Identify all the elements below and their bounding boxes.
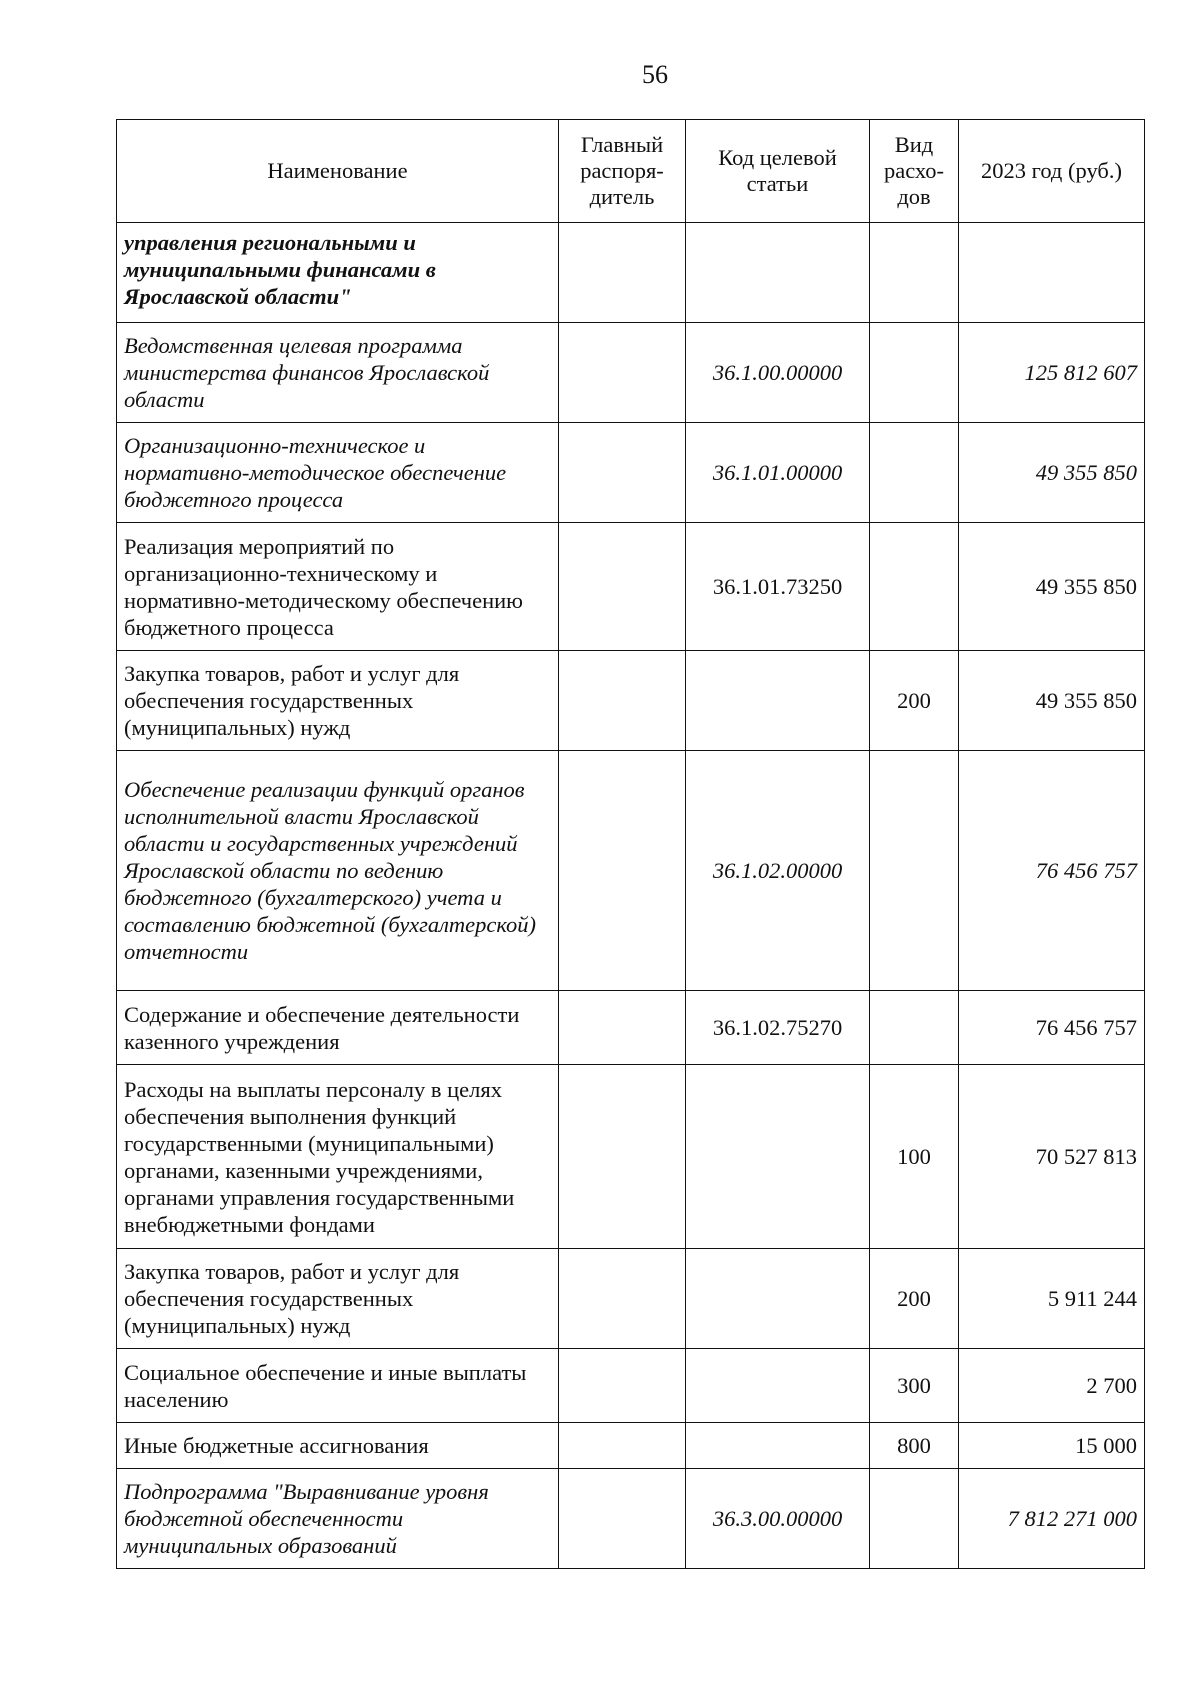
- table-row: [117, 223, 1145, 323]
- cell-amount: 70 527 813: [959, 1065, 1145, 1249]
- cell-amount: 125 812 607: [959, 323, 1145, 423]
- table-header: [117, 120, 1145, 223]
- cell-code: 36.1.01.00000: [686, 423, 870, 523]
- table-row: [117, 1349, 1145, 1423]
- page-number: 56: [642, 60, 668, 89]
- table-row: [117, 651, 1145, 751]
- cell-type: [870, 323, 959, 423]
- cell-name: Организационно-техническое и нормативно-методическое обеспечение бюджетного процесса: [117, 423, 559, 523]
- cell-name: Реализация мероприятий по организационно-техническому и нормативно-методическому обеспечению бюджетного процесса: [117, 523, 559, 651]
- budget-table: [116, 119, 1145, 1569]
- cell-name: Подпрограмма "Выравнивание уровня бюджетной обеспеченности муниципальных образований: [117, 1469, 559, 1569]
- cell-name: управления региональными и муниципальными финансами в Ярославской области": [117, 223, 559, 323]
- cell-amount: 5 911 244: [959, 1249, 1145, 1349]
- table-row: [117, 751, 1145, 991]
- cell-name: Содержание и обеспечение деятельности казенного учреждения: [117, 991, 559, 1065]
- cell-code: 36.1.02.00000: [686, 751, 870, 991]
- cell-admin: [559, 1249, 686, 1349]
- cell-amount: 76 456 757: [959, 751, 1145, 991]
- cell-type: 300: [870, 1349, 959, 1423]
- cell-admin: [559, 991, 686, 1065]
- cell-code: [686, 651, 870, 751]
- cell-admin: [559, 651, 686, 751]
- cell-type: [870, 751, 959, 991]
- cell-type: [870, 523, 959, 651]
- cell-code: 36.3.00.00000: [686, 1469, 870, 1569]
- cell-admin: [559, 323, 686, 423]
- table-row: [117, 423, 1145, 523]
- table-row: [117, 1249, 1145, 1349]
- cell-code: [686, 1423, 870, 1469]
- cell-code: 36.1.00.00000: [686, 323, 870, 423]
- cell-amount: 7 812 271 000: [959, 1469, 1145, 1569]
- cell-name: Ведомственная целевая программа министерства финансов Ярославской области: [117, 323, 559, 423]
- cell-name: Закупка товаров, работ и услуг для обеспечения государственных (муниципальных) нужд: [117, 651, 559, 751]
- cell-code: [686, 1065, 870, 1249]
- cell-name: Социальное обеспечение и иные выплаты населению: [117, 1349, 559, 1423]
- cell-admin: [559, 1423, 686, 1469]
- cell-type: [870, 1469, 959, 1569]
- header-type: Вид расхо-дов: [870, 120, 959, 223]
- cell-amount: 76 456 757: [959, 991, 1145, 1065]
- cell-type: 100: [870, 1065, 959, 1249]
- cell-code: 36.1.02.75270: [686, 991, 870, 1065]
- cell-name: Закупка товаров, работ и услуг для обеспечения государственных (муниципальных) нужд: [117, 1249, 559, 1349]
- header-row: [117, 120, 1145, 223]
- table-row: [117, 1469, 1145, 1569]
- cell-type: [870, 991, 959, 1065]
- table-row: [117, 1423, 1145, 1469]
- cell-amount: 49 355 850: [959, 651, 1145, 751]
- table-row: [117, 1065, 1145, 1249]
- cell-admin: [559, 223, 686, 323]
- cell-amount: 49 355 850: [959, 523, 1145, 651]
- cell-type: 800: [870, 1423, 959, 1469]
- cell-amount: [959, 223, 1145, 323]
- cell-admin: [559, 1469, 686, 1569]
- cell-type: 200: [870, 651, 959, 751]
- cell-code: 36.1.01.73250: [686, 523, 870, 651]
- cell-type: [870, 423, 959, 523]
- cell-amount: 49 355 850: [959, 423, 1145, 523]
- header-amount: 2023 год (руб.): [959, 120, 1145, 223]
- header-code: Код целевой статьи: [686, 120, 870, 223]
- cell-code: [686, 1249, 870, 1349]
- table-body: [117, 223, 1145, 1569]
- table-row: [117, 991, 1145, 1065]
- cell-admin: [559, 1065, 686, 1249]
- table-row: [117, 523, 1145, 651]
- table-row: [117, 323, 1145, 423]
- cell-admin: [559, 751, 686, 991]
- header-admin: Главный распоря-дитель: [559, 120, 686, 223]
- cell-admin: [559, 423, 686, 523]
- cell-name: Расходы на выплаты персоналу в целях обеспечения выполнения функций государственными (муниципальными) органами, казенными учреждениями, органами управления государственными внебюджетными фондами: [117, 1065, 559, 1249]
- cell-code: [686, 1349, 870, 1423]
- cell-name: Обеспечение реализации функций органов исполнительной власти Ярославской области и государственных учреждений Ярославской области по ведению бюджетного (бухгалтерского) учета и составлению бюджетной (бухгалтерской) отчетности: [117, 751, 559, 991]
- cell-admin: [559, 523, 686, 651]
- cell-amount: 15 000: [959, 1423, 1145, 1469]
- cell-code: [686, 223, 870, 323]
- cell-type: [870, 223, 959, 323]
- header-name: Наименование: [117, 120, 559, 223]
- cell-amount: 2 700: [959, 1349, 1145, 1423]
- cell-name: Иные бюджетные ассигнования: [117, 1423, 559, 1469]
- cell-admin: [559, 1349, 686, 1423]
- cell-type: 200: [870, 1249, 959, 1349]
